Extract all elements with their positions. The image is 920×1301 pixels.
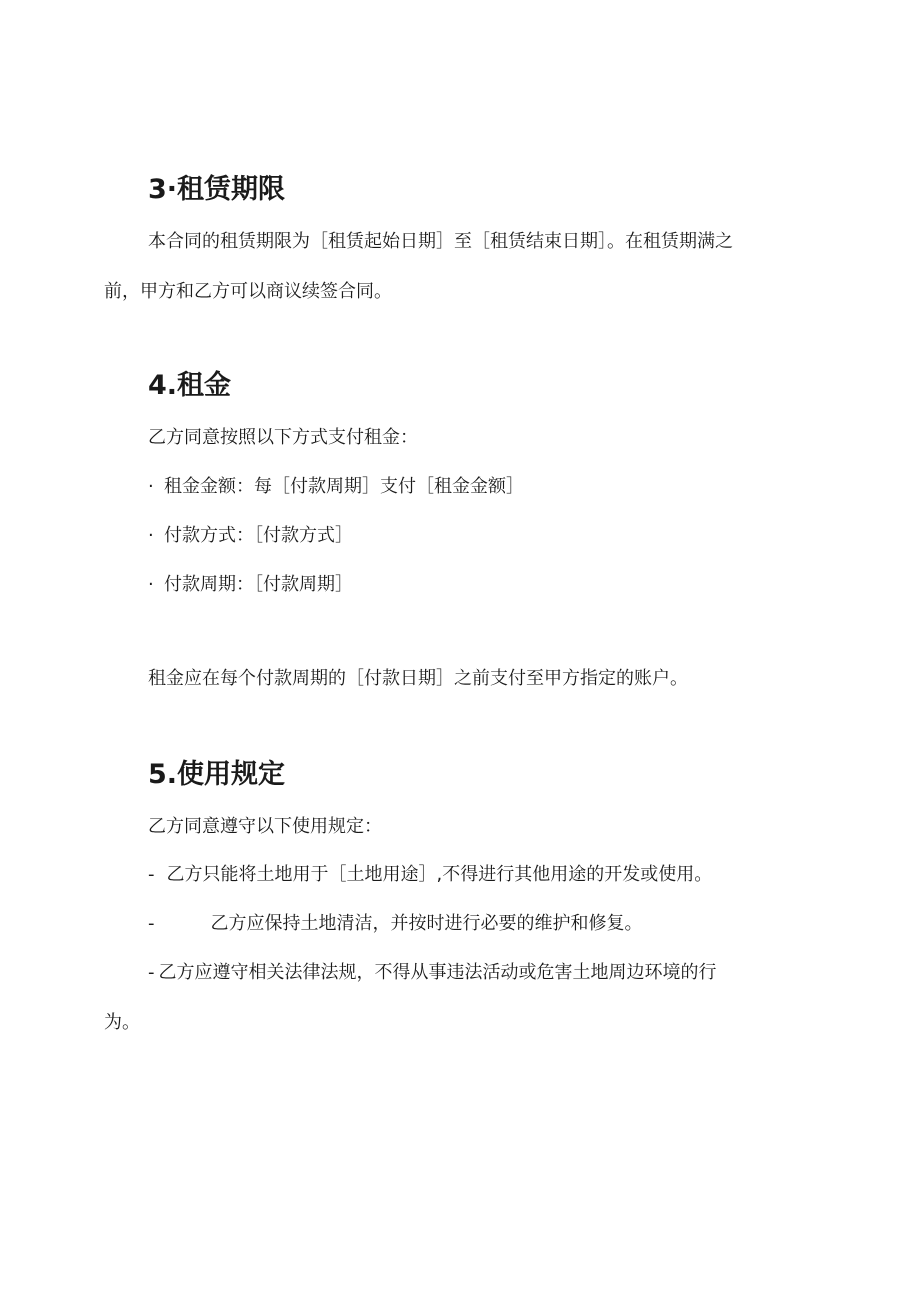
payment-bullet-amount xyxy=(148,475,920,499)
rule-text: 乙方应遵守相关法律法规，不得从事违法活动或危害土地周边环境的行 xyxy=(158,962,717,983)
section-3-paragraph-line-2: 前，甲方和乙方可以商议续签合同。 xyxy=(104,281,392,302)
dash-mark: - xyxy=(148,864,155,885)
bullet-mark: · xyxy=(148,574,154,595)
payment-bullet-method xyxy=(148,524,920,548)
usage-rule-3 xyxy=(148,961,920,985)
rule-text: 乙方应保持土地清洁，并按时进行必要的维护和修复。 xyxy=(210,913,643,934)
usage-rule-3-continuation: 为。 xyxy=(104,1012,140,1033)
usage-rule-2 xyxy=(148,912,920,936)
section-5-heading: 5.使用规定 xyxy=(148,759,286,790)
bullet-mark: · xyxy=(148,525,154,546)
bullet-text: 租金金额：每［付款周期］支付［租金金额］ xyxy=(164,476,524,497)
bullet-text: 付款方式：［付款方式］ xyxy=(164,525,353,546)
section-5-intro: 乙方同意遵守以下使用规定： xyxy=(148,816,382,837)
bullet-mark: · xyxy=(148,476,154,497)
section-3-heading: 3·租赁期限 xyxy=(148,174,286,205)
section-4-heading: 4.租金 xyxy=(148,370,232,401)
dash-mark: - xyxy=(148,913,155,934)
section-4-payment-note: 租金应在每个付款周期的［付款日期］之前支付至甲方指定的账户。 xyxy=(148,668,688,689)
rule-text: 乙方只能将土地用于［土地用途］,不得进行其他用途的开发或使用。 xyxy=(166,864,713,885)
payment-bullet-period xyxy=(148,573,920,597)
bullet-text: 付款周期：［付款周期］ xyxy=(164,574,353,595)
section-3-paragraph-line-1: 本合同的租赁期限为［租赁起始日期］至［租赁结束日期］。在租赁期满之 xyxy=(148,231,733,252)
usage-rule-1 xyxy=(148,863,920,887)
dash-mark: - xyxy=(148,962,155,983)
section-4-intro: 乙方同意按照以下方式支付租金： xyxy=(148,427,418,448)
